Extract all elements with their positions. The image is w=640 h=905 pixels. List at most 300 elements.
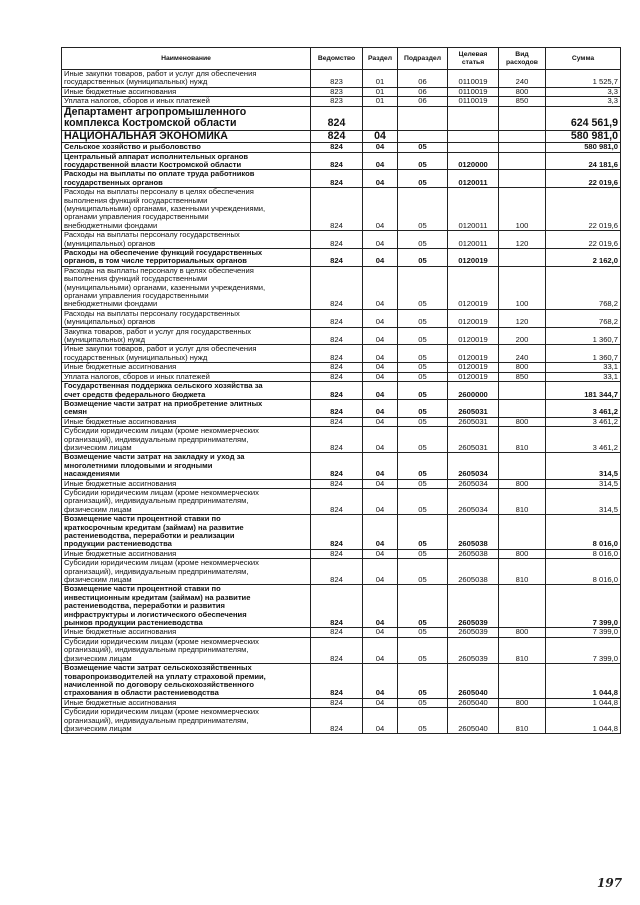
row-target: 0120011 [448, 170, 499, 188]
row-name-line: физическим лицам [64, 575, 132, 585]
row-exptype: 800 [499, 87, 546, 96]
row-target: 2605034 [448, 453, 499, 479]
table-row [62, 97, 621, 106]
row-name [62, 585, 311, 628]
row-section: 04 [363, 585, 398, 628]
row-sum: 314,5 [546, 479, 621, 488]
row-dept: 824 [311, 399, 363, 417]
row-exptype [499, 585, 546, 628]
row-name [62, 515, 311, 550]
row-subsection: 05 [398, 152, 448, 170]
row-sum: 7 399,0 [546, 585, 621, 628]
row-name-line: государственных органов [64, 177, 163, 187]
row-section: 04 [363, 664, 398, 699]
row-name-line: Иные бюджетные ассигнования [64, 627, 177, 637]
row-dept: 824 [311, 708, 363, 734]
row-exptype: 850 [499, 97, 546, 106]
table-row [62, 130, 621, 143]
row-dept: 824 [311, 427, 363, 453]
row-sum: 8 016,0 [546, 549, 621, 558]
row-section: 04 [363, 417, 398, 426]
row-section: 04 [363, 515, 398, 550]
row-sum: 22 019,6 [546, 231, 621, 249]
row-name-line: выполнения функций государственными [64, 274, 208, 284]
row-name-line: Иные закупки товаров, работ и услуг для обеспечения [64, 69, 257, 78]
row-name-line: насаждениями [64, 469, 120, 479]
row-sum: 1 360,7 [546, 345, 621, 363]
header-dept: Ведомство [311, 48, 363, 70]
row-name-line: счет средств федерального бюджета [64, 389, 206, 399]
row-sum: 580 981,0 [546, 143, 621, 152]
row-dept: 824 [311, 345, 363, 363]
row-exptype [499, 515, 546, 550]
row-sum: 1 525,7 [546, 70, 621, 88]
table-header-row [62, 48, 621, 70]
row-name [62, 97, 311, 106]
row-name [62, 628, 311, 637]
row-name-line: Иные бюджетные ассигнования [64, 416, 177, 426]
row-sum: 8 016,0 [546, 515, 621, 550]
row-section: 04 [363, 345, 398, 363]
row-subsection [398, 130, 448, 143]
table-row [62, 664, 621, 699]
row-section: 01 [363, 70, 398, 88]
row-name-line: внебюджетными фондами [64, 299, 158, 309]
header-target: Целевая статья [448, 48, 499, 70]
table-row [62, 106, 621, 130]
row-dept: 824 [311, 698, 363, 707]
row-section: 04 [363, 170, 398, 188]
row-name-line: физическим лицам [64, 442, 132, 452]
row-section: 04 [363, 549, 398, 558]
row-name [62, 152, 311, 170]
row-subsection: 05 [398, 488, 448, 514]
row-subsection: 05 [398, 309, 448, 327]
row-target: 2605040 [448, 664, 499, 699]
table-row [62, 345, 621, 363]
row-target: 0120011 [448, 231, 499, 249]
row-dept: 824 [311, 417, 363, 426]
row-name-line: внебюджетными фондами [64, 220, 158, 230]
row-sum: 3,3 [546, 87, 621, 96]
row-target: 0110019 [448, 87, 499, 96]
row-name-line: государственных (муниципальных) нужд [64, 352, 208, 362]
row-name-line: (муниципальными) органами, казенными учреждениями, [64, 203, 266, 213]
row-dept: 824 [311, 170, 363, 188]
row-name-line: Расходы на выплаты персоналу государственных [64, 308, 240, 318]
row-name-line: Расходы на выплаты по оплате труда работников [64, 169, 255, 179]
row-exptype [499, 152, 546, 170]
row-name-line: органами управления государственными [64, 291, 209, 301]
row-name-line: Возмещение части процентной ставки по [64, 584, 221, 594]
row-name-line: физическим лицам [64, 653, 132, 663]
row-subsection: 05 [398, 585, 448, 628]
row-name-line: начисленной по договору сельскохозяйственного [64, 679, 255, 689]
row-name-line: Иные бюджетные ассигнования [64, 548, 177, 558]
row-subsection: 05 [398, 143, 448, 152]
row-name-line: Возмещение части затрат на закладку и уход за [64, 452, 245, 462]
row-name-line: Сельское хозяйство и рыболовство [64, 142, 201, 152]
row-target: 0120019 [448, 266, 499, 309]
row-subsection: 05 [398, 372, 448, 381]
row-name [62, 231, 311, 249]
row-name-line: Субсидии юридическим лицам (кроме некоммерческих [64, 426, 259, 436]
row-name-line: Иные бюджетные ассигнования [64, 478, 177, 488]
row-name-line: Департамент агропромышленного [64, 105, 247, 118]
table-row [62, 628, 621, 637]
row-sum: 768,2 [546, 266, 621, 309]
row-section: 04 [363, 143, 398, 152]
header-sum: Сумма [546, 48, 621, 70]
table-row [62, 363, 621, 372]
row-subsection: 05 [398, 399, 448, 417]
row-name-line: государственной власти Костромской области [64, 159, 242, 169]
row-sum: 33,1 [546, 372, 621, 381]
row-exptype [499, 170, 546, 188]
row-name-line: организаций), индивидуальным предпринимателям, [64, 434, 249, 444]
row-target: 0120019 [448, 249, 499, 267]
row-sum: 3,3 [546, 97, 621, 106]
row-exptype [499, 399, 546, 417]
table-row [62, 708, 621, 734]
row-exptype [499, 130, 546, 143]
row-exptype: 810 [499, 637, 546, 663]
table-row [62, 309, 621, 327]
row-dept: 824 [311, 515, 363, 550]
row-section: 04 [363, 698, 398, 707]
row-name-line: инфраструктуры и логистического обеспечения [64, 609, 247, 619]
row-section: 04 [363, 628, 398, 637]
row-target: 2605038 [448, 515, 499, 550]
row-target: 2605040 [448, 698, 499, 707]
row-target: 0120019 [448, 309, 499, 327]
row-name [62, 327, 311, 345]
row-subsection: 06 [398, 97, 448, 106]
row-name-line: организаций), индивидуальным предпринимателям, [64, 715, 249, 725]
row-exptype: 810 [499, 488, 546, 514]
row-name-line: Иные бюджетные ассигнования [64, 86, 177, 96]
row-name [62, 170, 311, 188]
row-dept: 824 [311, 363, 363, 372]
row-dept: 824 [311, 130, 363, 143]
row-target: 2605031 [448, 417, 499, 426]
row-dept: 824 [311, 327, 363, 345]
row-target: 2605038 [448, 549, 499, 558]
row-exptype [499, 106, 546, 130]
row-name-line: (муниципальных) органов [64, 317, 156, 327]
row-subsection: 05 [398, 559, 448, 585]
row-section: 04 [363, 309, 398, 327]
row-section: 01 [363, 87, 398, 96]
row-subsection: 05 [398, 549, 448, 558]
row-section: 04 [363, 327, 398, 345]
row-name-line: растениеводства, переработки и развития [64, 601, 225, 611]
row-exptype: 800 [499, 628, 546, 637]
row-subsection: 05 [398, 345, 448, 363]
row-name-line: Возмещение части процентной ставки по [64, 514, 221, 524]
row-name-line: комплекса Костромской области [64, 117, 237, 130]
row-section: 04 [363, 382, 398, 400]
row-name-line: (муниципальными) органами, казенными учреждениями, [64, 282, 266, 292]
row-target: 2600000 [448, 382, 499, 400]
row-subsection: 06 [398, 87, 448, 96]
row-dept: 824 [311, 637, 363, 663]
row-sum: 314,5 [546, 488, 621, 514]
row-target: 2605034 [448, 488, 499, 514]
row-exptype [499, 143, 546, 152]
row-sum: 1 360,7 [546, 327, 621, 345]
row-subsection: 05 [398, 417, 448, 426]
row-sum: 181 344,7 [546, 382, 621, 400]
row-subsection: 05 [398, 382, 448, 400]
row-name-line: краткосрочным кредитам (займам) на развитие [64, 522, 244, 532]
row-name [62, 399, 311, 417]
table-row [62, 70, 621, 88]
row-exptype [499, 382, 546, 400]
row-section: 04 [363, 479, 398, 488]
row-dept: 823 [311, 87, 363, 96]
row-target: 0120019 [448, 372, 499, 381]
row-name-line: Возмещение части затрат сельскохозяйственных [64, 663, 252, 673]
row-name [62, 453, 311, 479]
row-exptype: 810 [499, 708, 546, 734]
row-name-line: семян [64, 407, 87, 417]
table-row [62, 327, 621, 345]
row-subsection [398, 106, 448, 130]
row-name [62, 106, 311, 130]
page-number: 197 [597, 876, 623, 890]
row-subsection: 05 [398, 427, 448, 453]
row-name-line: рынков продукции растениеводства [64, 618, 203, 628]
row-name [62, 188, 311, 231]
row-section: 04 [363, 488, 398, 514]
row-section: 04 [363, 188, 398, 231]
row-name [62, 130, 311, 143]
header-subsection: Подраздел [398, 48, 448, 70]
row-target: 2605034 [448, 479, 499, 488]
header-section: Раздел [363, 48, 398, 70]
table-row [62, 453, 621, 479]
row-dept: 824 [311, 559, 363, 585]
row-exptype: 800 [499, 698, 546, 707]
row-name-line: органов, в том числе территориальных органов [64, 256, 247, 266]
row-name [62, 637, 311, 663]
row-name-line: Субсидии юридическим лицам (кроме некоммерческих [64, 707, 259, 717]
row-subsection: 05 [398, 188, 448, 231]
row-sum: 22 019,6 [546, 170, 621, 188]
row-section: 04 [363, 559, 398, 585]
table-row [62, 188, 621, 231]
row-name [62, 559, 311, 585]
row-name-line: Уплата налогов, сборов и иных платежей [64, 96, 210, 106]
table-row [62, 585, 621, 628]
table-row [62, 382, 621, 400]
row-section: 04 [363, 427, 398, 453]
row-target [448, 130, 499, 143]
row-name-line: Закупка товаров, работ и услуг для государственных [64, 326, 252, 336]
row-name-line: Уплата налогов, сборов и иных платежей [64, 371, 210, 381]
row-section: 04 [363, 152, 398, 170]
row-exptype [499, 453, 546, 479]
row-section [363, 106, 398, 130]
row-sum: 3 461,2 [546, 399, 621, 417]
row-dept: 824 [311, 488, 363, 514]
row-name-line: организаций), индивидуальным предпринимателям, [64, 645, 249, 655]
table-row [62, 249, 621, 267]
row-dept: 824 [311, 143, 363, 152]
row-name-line: страхования в области растениеводства [64, 688, 219, 698]
row-name-line: (муниципальных) нужд [64, 335, 146, 345]
row-subsection: 05 [398, 453, 448, 479]
row-name-line: Расходы на выплаты персоналу в целях обеспечения [64, 265, 254, 275]
row-exptype: 800 [499, 549, 546, 558]
row-sum: 1 044,8 [546, 698, 621, 707]
row-exptype: 810 [499, 559, 546, 585]
row-section: 04 [363, 453, 398, 479]
row-sum: 624 561,9 [546, 106, 621, 130]
row-name-line: Расходы на обеспечение функций государственных [64, 248, 263, 257]
row-exptype: 810 [499, 427, 546, 453]
row-dept: 824 [311, 664, 363, 699]
header-exptype: Вид расходов [499, 48, 546, 70]
row-section: 04 [363, 266, 398, 309]
row-section: 04 [363, 231, 398, 249]
row-dept: 824 [311, 152, 363, 170]
row-name-line: Государственная поддержка сельского хозяйства за [64, 381, 263, 391]
row-target: 2605031 [448, 427, 499, 453]
row-exptype: 800 [499, 417, 546, 426]
row-sum: 314,5 [546, 453, 621, 479]
budget-table-sheet [61, 47, 620, 734]
row-exptype: 200 [499, 327, 546, 345]
table-row [62, 559, 621, 585]
row-subsection: 05 [398, 266, 448, 309]
row-name-line: физическим лицам [64, 723, 132, 733]
row-subsection: 05 [398, 479, 448, 488]
row-target: 0110019 [448, 97, 499, 106]
row-section: 04 [363, 399, 398, 417]
row-target: 0120000 [448, 152, 499, 170]
row-target: 0110019 [448, 70, 499, 88]
row-target: 0120011 [448, 188, 499, 231]
row-subsection: 05 [398, 363, 448, 372]
row-subsection: 05 [398, 664, 448, 699]
row-target: 2605038 [448, 559, 499, 585]
row-name-line: инвестиционным кредитам (займам) на развитие [64, 592, 251, 602]
row-sum: 768,2 [546, 309, 621, 327]
row-target: 2605039 [448, 585, 499, 628]
row-dept: 824 [311, 628, 363, 637]
row-name [62, 382, 311, 400]
row-target: 2605031 [448, 399, 499, 417]
row-exptype: 800 [499, 479, 546, 488]
row-name-line: органами управления государственными [64, 212, 209, 222]
row-name-line: продукции растениеводства [64, 539, 172, 549]
row-name-line: государственных (муниципальных) нужд [64, 77, 208, 87]
row-exptype: 240 [499, 70, 546, 88]
row-sum: 22 019,6 [546, 188, 621, 231]
row-dept: 824 [311, 309, 363, 327]
row-subsection: 05 [398, 170, 448, 188]
row-sum: 2 162,0 [546, 249, 621, 267]
row-name [62, 664, 311, 699]
row-section: 04 [363, 372, 398, 381]
row-name-line: Субсидии юридическим лицам (кроме некоммерческих [64, 487, 259, 497]
row-subsection: 06 [398, 70, 448, 88]
row-sum: 24 181,6 [546, 152, 621, 170]
row-name-line: растениеводства, переработки и реализации [64, 531, 235, 540]
row-exptype: 100 [499, 188, 546, 231]
row-target: 0120019 [448, 363, 499, 372]
row-name-line: Расходы на выплаты персоналу в целях обеспечения [64, 187, 254, 197]
row-name-line: Возмещение части затрат на приобретение элитных [64, 398, 263, 408]
row-sum: 1 044,8 [546, 664, 621, 699]
row-dept: 824 [311, 188, 363, 231]
row-dept: 824 [311, 453, 363, 479]
row-subsection: 05 [398, 637, 448, 663]
row-name [62, 363, 311, 372]
row-target [448, 106, 499, 130]
row-exptype: 800 [499, 363, 546, 372]
row-name-line: Иные бюджетные ассигнования [64, 362, 177, 372]
row-name [62, 708, 311, 734]
row-name [62, 427, 311, 453]
row-name-line: организаций), индивидуальным предпринимателям, [64, 496, 249, 506]
row-name-line: НАЦИОНАЛЬНАЯ ЭКОНОМИКА [64, 129, 228, 142]
row-exptype [499, 249, 546, 267]
table-body [62, 70, 621, 734]
row-name-line: Центральный аппарат исполнительных органов [64, 151, 249, 161]
table-row [62, 427, 621, 453]
row-subsection: 05 [398, 249, 448, 267]
table-row [62, 152, 621, 170]
row-dept: 824 [311, 106, 363, 130]
header-name: Наименование [62, 48, 311, 70]
row-sum: 1 044,8 [546, 708, 621, 734]
row-target: 2605039 [448, 637, 499, 663]
row-name-line: (муниципальных) органов [64, 238, 156, 248]
table-row [62, 266, 621, 309]
row-dept: 824 [311, 372, 363, 381]
table-row [62, 399, 621, 417]
row-name-line: организаций), индивидуальным предпринимателям, [64, 566, 249, 576]
row-name-line: Иные бюджетные ассигнования [64, 697, 177, 707]
row-section: 04 [363, 637, 398, 663]
row-dept: 823 [311, 70, 363, 88]
row-target: 2605039 [448, 628, 499, 637]
table-row [62, 515, 621, 550]
row-subsection: 05 [398, 231, 448, 249]
row-target [448, 143, 499, 152]
row-name [62, 143, 311, 152]
row-dept: 824 [311, 231, 363, 249]
row-name-line: Субсидии юридическим лицам (кроме некоммерческих [64, 558, 259, 568]
row-subsection: 05 [398, 698, 448, 707]
row-exptype: 850 [499, 372, 546, 381]
row-target: 0120019 [448, 327, 499, 345]
row-name-line: Расходы на выплаты персоналу государственных [64, 230, 240, 240]
table-row [62, 231, 621, 249]
row-sum: 7 399,0 [546, 637, 621, 663]
row-subsection: 05 [398, 515, 448, 550]
row-name [62, 249, 311, 267]
row-subsection: 05 [398, 327, 448, 345]
row-exptype: 120 [499, 231, 546, 249]
table-row [62, 143, 621, 152]
row-section: 04 [363, 249, 398, 267]
row-sum: 8 016,0 [546, 559, 621, 585]
row-section: 04 [363, 708, 398, 734]
